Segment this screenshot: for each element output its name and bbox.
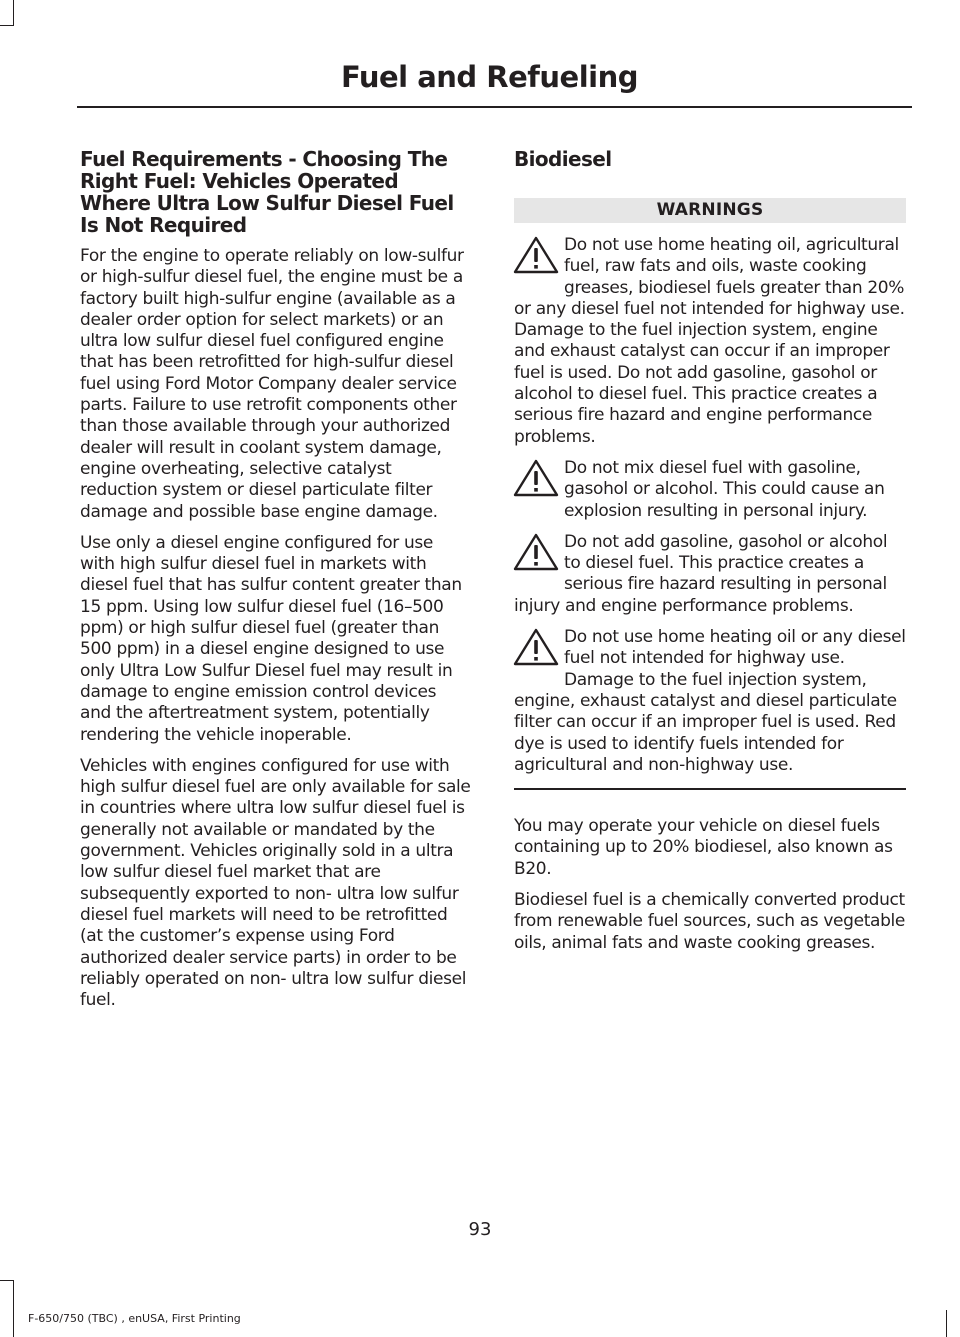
footer-edition: F-650/750 (TBC) , enUSA, First Printing [28, 1312, 241, 1325]
body-paragraph: Vehicles with engines configured for use with high sulfur diesel fuel are only available for sale in countries where ultra low sulfur diesel fuel is generally not available or mandated by the government. Vehicles originally sold in a ultra low sulfur diesel fuel market that are subsequently exported to non- ultra low sulfur diesel fuel markets will need to be retrofitted (at the customer’s expense using Ford authorized dealer service parts) in order to be reliably operated on non- ultra low sulfur diesel fuel. [80, 755, 471, 1011]
section-heading: Fuel Requirements - Choosing The Right Fuel: Vehicles Operated Where Ultra Low Sulfur Diesel Fuel Is Not Required [80, 147, 454, 237]
crop-mark [13, 0, 14, 26]
body-paragraph: You may operate your vehicle on diesel fuels containing up to 20% biodiesel, also known as B20. [514, 816, 893, 879]
left-column [80, 148, 472, 1021]
warning-item [514, 532, 906, 617]
warning-triangle-icon [512, 458, 564, 504]
chapter-title: Fuel and Refueling [340, 60, 638, 94]
warnings-header: WARNINGS [514, 198, 906, 223]
warning-triangle-icon [512, 235, 564, 281]
crop-mark [0, 25, 14, 26]
warnings-end-divider [514, 788, 906, 790]
warning-text: Do not add gasoline, gasohol or alcohol to diesel fuel. This practice creates a serious fire hazard resulting in personal injury and engine performance problems. [514, 531, 888, 616]
section-heading: Biodiesel [514, 147, 612, 171]
warning-item [514, 627, 906, 776]
warning-item [514, 235, 906, 448]
header-divider [77, 106, 912, 108]
crop-mark [946, 1310, 947, 1337]
warning-text: Do not use home heating oil or any diesel fuel not intended for highway use. Damage to the fuel injection system, engine, exhaust catalyst and diesel particulate filter can occur if an improper fuel is used. Red dye is used to identify fuels intended for agricultural and non-highway use. [514, 627, 906, 775]
warning-text: Do not use home heating oil, agricultural fuel, raw fats and oils, waste cooking greases, biodiesel fuels greater than 20% or any diesel fuel not intended for highway use. Damage to the fuel injection system, engine and exhaust catalyst can occur if an improper fuel is used. Do not add gasoline, gasohol or alcohol to diesel fuel. This practice creates a serious fire hazard and engine performance problems. [514, 235, 905, 447]
crop-mark [0, 1280, 14, 1281]
page-number: 93 [468, 1219, 492, 1240]
warning-text: Do not mix diesel fuel with gasoline, gasohol or alcohol. This could cause an explosion resulting in personal injury. [564, 457, 885, 521]
crop-mark [13, 1280, 14, 1337]
body-paragraph: Use only a diesel engine configured for use with high sulfur diesel fuel in markets with diesel fuel that has sulfur content greater than 15 ppm. Using low sulfur diesel fuel (16–500 ppm) or high sulfur diesel fuel (greater than 500 ppm) in a diesel engine designed to use only Ultra Low Sulfur Diesel fuel may result in damage to engine emission control devices and the aftertreatment system, potentially rendering the vehicle inoperable. [80, 532, 462, 745]
warning-triangle-icon [512, 532, 564, 578]
body-paragraph: For the engine to operate reliably on low-sulfur or high-sulfur diesel fuel, the engine must be a factory built high-sulfur engine (available as a dealer order option for select markets) or an ultra low sulfur diesel fuel configured engine that has been retrofitted for high-sulfur diesel fuel using Ford Motor Company dealer service parts. Failure to use retrofit components other than those available through your authorized dealer will result in coolant system damage, engine overheating, selective catalyst reduction system or diesel particulate filter damage and possible base engine damage. [80, 246, 464, 522]
warning-item [514, 458, 906, 522]
body-paragraph: Biodiesel fuel is a chemically converted product from renewable fuel sources, such as vegetable oils, animal fats and waste cooking greases. [514, 890, 905, 953]
warning-triangle-icon [512, 627, 564, 673]
right-column [514, 148, 906, 964]
